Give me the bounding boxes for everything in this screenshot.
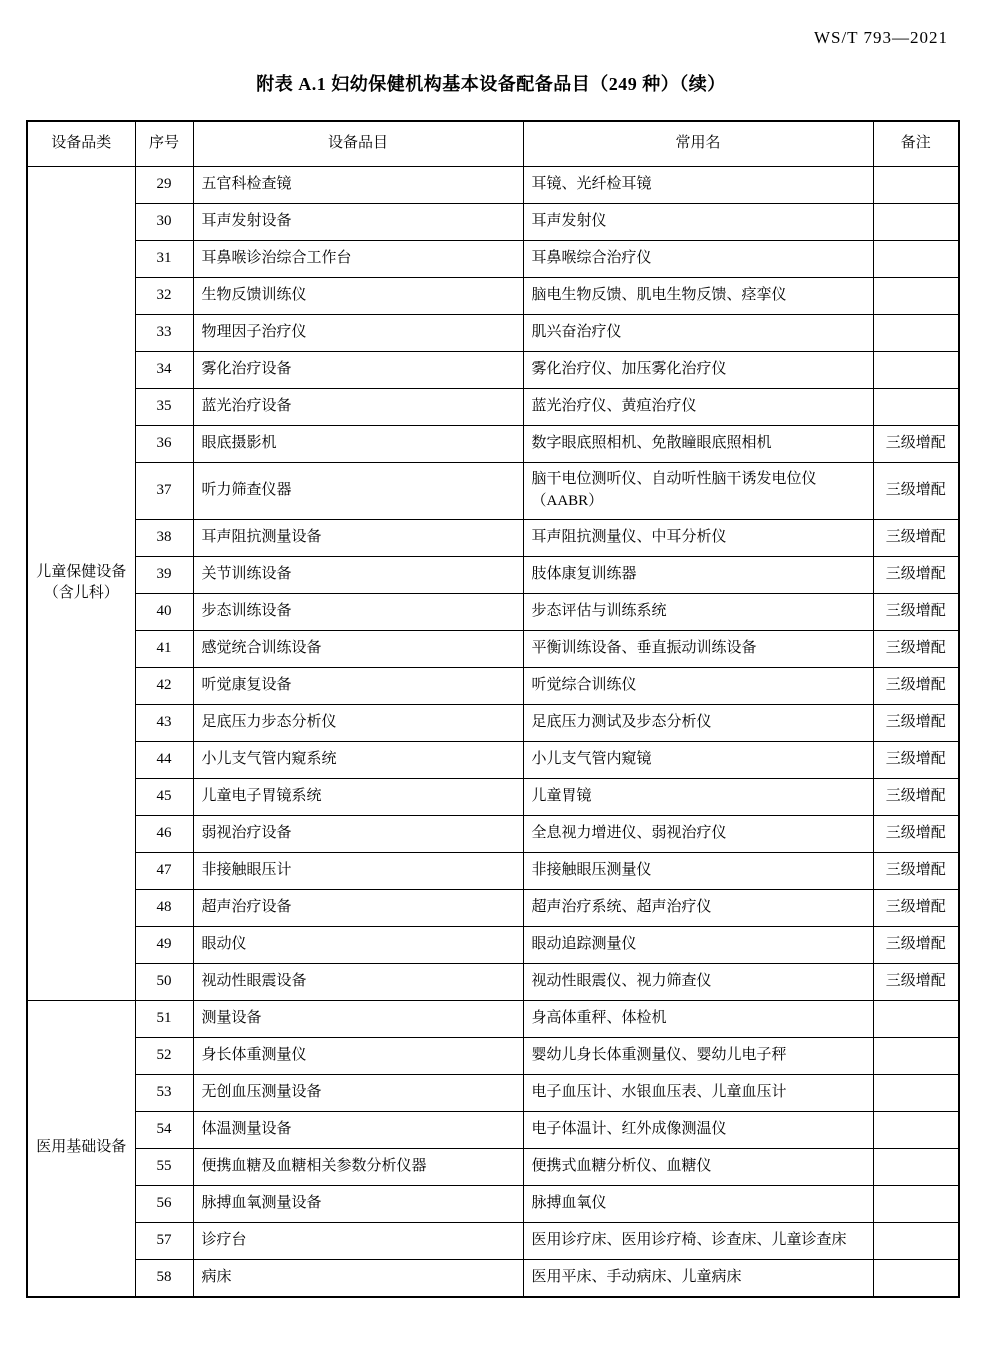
table-row (27, 778, 959, 815)
cell-index: 45 (135, 778, 193, 815)
cell-item: 听力筛查仪器 (193, 463, 523, 520)
cell-index: 49 (135, 926, 193, 963)
table-row (27, 426, 959, 463)
cell-item: 步态训练设备 (193, 593, 523, 630)
table-header (27, 121, 959, 167)
cell-common-name: 耳声发射仪 (523, 204, 873, 241)
cell-item: 非接触眼压计 (193, 852, 523, 889)
cell-common-name: 肌兴奋治疗仪 (523, 315, 873, 352)
table-row (27, 241, 959, 278)
cell-item: 听觉康复设备 (193, 667, 523, 704)
cell-item: 脉搏血氧测量设备 (193, 1185, 523, 1222)
cell-common-name: 平衡训练设备、垂直振动训练设备 (523, 630, 873, 667)
column-header-category: 设备品类 (27, 121, 135, 167)
cell-remark (873, 1259, 959, 1297)
table-row (27, 1148, 959, 1185)
table-row (27, 963, 959, 1000)
table-row (27, 389, 959, 426)
table-row (27, 352, 959, 389)
table-row (27, 278, 959, 315)
cell-common-name: 医用诊疗床、医用诊疗椅、诊查床、儿童诊查床 (523, 1222, 873, 1259)
cell-item: 耳鼻喉诊治综合工作台 (193, 241, 523, 278)
cell-item: 感觉统合训练设备 (193, 630, 523, 667)
table-row (27, 1259, 959, 1297)
cell-remark: 三级增配 (873, 778, 959, 815)
table-row (27, 667, 959, 704)
table-row (27, 815, 959, 852)
cell-common-name: 蓝光治疗仪、黄疸治疗仪 (523, 389, 873, 426)
cell-item: 小儿支气管内窥系统 (193, 741, 523, 778)
cell-common-name: 脑电生物反馈、肌电生物反馈、痉挛仪 (523, 278, 873, 315)
cell-common-name: 耳声阻抗测量仪、中耳分析仪 (523, 519, 873, 556)
table-row (27, 167, 959, 204)
table-row (27, 315, 959, 352)
cell-remark (873, 1111, 959, 1148)
cell-item: 眼底摄影机 (193, 426, 523, 463)
cell-common-name: 耳鼻喉综合治疗仪 (523, 241, 873, 278)
cell-item: 生物反馈训练仪 (193, 278, 523, 315)
table-row (27, 1111, 959, 1148)
cell-index: 42 (135, 667, 193, 704)
cell-index: 41 (135, 630, 193, 667)
page-header-standard-code: WS/T 793—2021 (813, 28, 948, 47)
cell-index: 58 (135, 1259, 193, 1297)
table-row (27, 1074, 959, 1111)
cell-common-name: 耳镜、光纤检耳镜 (523, 167, 873, 204)
cell-index: 47 (135, 852, 193, 889)
cell-item: 诊疗台 (193, 1222, 523, 1259)
cell-common-name: 儿童胃镜 (523, 778, 873, 815)
cell-item: 无创血压测量设备 (193, 1074, 523, 1111)
cell-category: 医用基础设备 (27, 1000, 135, 1297)
cell-item: 足底压力步态分析仪 (193, 704, 523, 741)
cell-remark: 三级增配 (873, 704, 959, 741)
cell-index: 50 (135, 963, 193, 1000)
table-row (27, 926, 959, 963)
column-header-remark: 备注 (873, 121, 959, 167)
table-row (27, 704, 959, 741)
cell-item: 测量设备 (193, 1000, 523, 1037)
cell-remark: 三级增配 (873, 963, 959, 1000)
cell-item: 雾化治疗设备 (193, 352, 523, 389)
cell-common-name: 医用平床、手动病床、儿童病床 (523, 1259, 873, 1297)
cell-index: 36 (135, 426, 193, 463)
cell-index: 40 (135, 593, 193, 630)
table-row (27, 463, 959, 520)
cell-remark: 三级增配 (873, 741, 959, 778)
cell-remark (873, 352, 959, 389)
cell-item: 超声治疗设备 (193, 889, 523, 926)
table-row (27, 630, 959, 667)
cell-item: 便携血糖及血糖相关参数分析仪器 (193, 1148, 523, 1185)
cell-common-name: 电子体温计、红外成像测温仪 (523, 1111, 873, 1148)
cell-item: 病床 (193, 1259, 523, 1297)
cell-remark (873, 1222, 959, 1259)
table-row (27, 204, 959, 241)
equipment-table (26, 120, 960, 1298)
cell-index: 33 (135, 315, 193, 352)
table-row (27, 556, 959, 593)
cell-item: 蓝光治疗设备 (193, 389, 523, 426)
cell-index: 57 (135, 1222, 193, 1259)
cell-common-name: 听觉综合训练仪 (523, 667, 873, 704)
cell-common-name: 雾化治疗仪、加压雾化治疗仪 (523, 352, 873, 389)
cell-remark: 三级增配 (873, 926, 959, 963)
cell-remark: 三级增配 (873, 630, 959, 667)
cell-remark: 三级增配 (873, 852, 959, 889)
cell-common-name: 婴幼儿身长体重测量仪、婴幼儿电子秤 (523, 1037, 873, 1074)
cell-common-name: 肢体康复训练器 (523, 556, 873, 593)
cell-remark (873, 1074, 959, 1111)
cell-common-name: 便携式血糖分析仪、血糖仪 (523, 1148, 873, 1185)
cell-remark: 三级增配 (873, 556, 959, 593)
cell-common-name: 脉搏血氧仪 (523, 1185, 873, 1222)
cell-index: 51 (135, 1000, 193, 1037)
table-row (27, 741, 959, 778)
cell-index: 56 (135, 1185, 193, 1222)
cell-index: 37 (135, 463, 193, 520)
cell-index: 39 (135, 556, 193, 593)
cell-item: 物理因子治疗仪 (193, 315, 523, 352)
cell-index: 46 (135, 815, 193, 852)
cell-category: 儿童保健设备（含儿科） (27, 167, 135, 1001)
cell-common-name: 眼动追踪测量仪 (523, 926, 873, 963)
table-row (27, 1222, 959, 1259)
cell-index: 34 (135, 352, 193, 389)
cell-index: 31 (135, 241, 193, 278)
cell-remark (873, 204, 959, 241)
cell-common-name: 身高体重秤、体检机 (523, 1000, 873, 1037)
cell-index: 48 (135, 889, 193, 926)
cell-remark: 三级增配 (873, 463, 959, 520)
cell-index: 52 (135, 1037, 193, 1074)
cell-remark (873, 1037, 959, 1074)
cell-common-name: 脑干电位测听仪、自动听性脑干诱发电位仪（AABR） (523, 463, 873, 520)
cell-remark (873, 389, 959, 426)
cell-item: 身长体重测量仪 (193, 1037, 523, 1074)
cell-common-name: 步态评估与训练系统 (523, 593, 873, 630)
column-header-common-name: 常用名 (523, 121, 873, 167)
cell-index: 30 (135, 204, 193, 241)
cell-item: 五官科检查镜 (193, 167, 523, 204)
table-body (27, 167, 959, 1297)
cell-index: 35 (135, 389, 193, 426)
cell-index: 54 (135, 1111, 193, 1148)
cell-remark (873, 1185, 959, 1222)
cell-item: 体温测量设备 (193, 1111, 523, 1148)
cell-remark: 三级增配 (873, 889, 959, 926)
cell-remark: 三级增配 (873, 815, 959, 852)
cell-item: 关节训练设备 (193, 556, 523, 593)
cell-remark (873, 278, 959, 315)
cell-common-name: 非接触眼压测量仪 (523, 852, 873, 889)
cell-index: 38 (135, 519, 193, 556)
cell-index: 29 (135, 167, 193, 204)
cell-index: 44 (135, 741, 193, 778)
cell-remark (873, 167, 959, 204)
cell-item: 耳声发射设备 (193, 204, 523, 241)
table-row (27, 519, 959, 556)
cell-common-name: 超声治疗系统、超声治疗仪 (523, 889, 873, 926)
cell-common-name: 全息视力增进仪、弱视治疗仪 (523, 815, 873, 852)
table-row (27, 1000, 959, 1037)
table-row (27, 593, 959, 630)
cell-item: 耳声阻抗测量设备 (193, 519, 523, 556)
cell-remark (873, 315, 959, 352)
cell-remark: 三级增配 (873, 519, 959, 556)
cell-common-name: 电子血压计、水银血压表、儿童血压计 (523, 1074, 873, 1111)
cell-common-name: 小儿支气管内窥镜 (523, 741, 873, 778)
cell-index: 32 (135, 278, 193, 315)
column-header-index: 序号 (135, 121, 193, 167)
cell-item: 弱视治疗设备 (193, 815, 523, 852)
column-header-item: 设备品目 (193, 121, 523, 167)
cell-item: 眼动仪 (193, 926, 523, 963)
table-row (27, 852, 959, 889)
cell-item: 视动性眼震设备 (193, 963, 523, 1000)
cell-remark: 三级增配 (873, 593, 959, 630)
cell-index: 43 (135, 704, 193, 741)
cell-common-name: 数字眼底照相机、免散瞳眼底照相机 (523, 426, 873, 463)
cell-item: 儿童电子胃镜系统 (193, 778, 523, 815)
cell-remark (873, 1000, 959, 1037)
cell-index: 53 (135, 1074, 193, 1111)
cell-remark (873, 1148, 959, 1185)
cell-remark (873, 241, 959, 278)
cell-common-name: 视动性眼震仪、视力筛查仪 (523, 963, 873, 1000)
cell-remark: 三级增配 (873, 667, 959, 704)
page-title: 附表 A.1 妇幼保健机构基本设备配备品目（249 种）（续） (256, 74, 726, 94)
table-header-row (27, 121, 959, 167)
cell-index: 55 (135, 1148, 193, 1185)
cell-common-name: 足底压力测试及步态分析仪 (523, 704, 873, 741)
table-row (27, 889, 959, 926)
table-row (27, 1037, 959, 1074)
table-row (27, 1185, 959, 1222)
cell-remark: 三级增配 (873, 426, 959, 463)
